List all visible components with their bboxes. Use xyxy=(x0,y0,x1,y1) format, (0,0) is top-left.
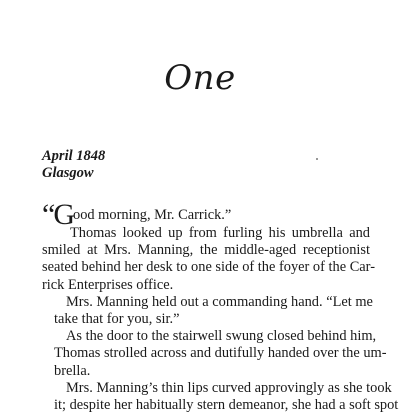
paragraph-line: Thomas looked up from furling his umbrella and xyxy=(70,225,370,241)
paragraph-1 xyxy=(42,198,375,294)
paragraph-2 xyxy=(42,293,373,328)
paragraph-line: seated behind her desk to one side of the foyer of the Car- xyxy=(42,259,375,276)
paragraph-line: Mrs. Manning’s thin lips curved approvingly as she took xyxy=(66,379,392,396)
paragraph-line: Mrs. Manning held out a commanding hand. “Let me xyxy=(66,293,373,310)
dateline-date: April 1848 xyxy=(42,148,106,164)
paragraph-line: brella. xyxy=(54,362,91,379)
page-speck xyxy=(316,158,318,160)
chapter-title: One xyxy=(164,58,236,98)
drop-cap-quote: “ xyxy=(42,198,55,231)
chapter-body xyxy=(42,198,399,414)
paragraph-line: As the door to the stairwell swung closed behind him, xyxy=(66,328,377,345)
paragraph-4 xyxy=(42,379,399,414)
drop-cap-letter: G xyxy=(53,198,74,231)
dateline xyxy=(42,148,105,182)
paragraph-line: take that for you, sir.” xyxy=(54,311,180,328)
paragraph-line: Thomas strolled across and dutifully handed over the um- xyxy=(54,345,387,362)
paragraph-3 xyxy=(42,328,387,380)
dateline-place: Glasgow xyxy=(42,165,94,181)
paragraph-line: smiled at Mrs. Manning, the middle-aged receptionist xyxy=(42,242,370,259)
paragraph-line xyxy=(42,198,370,231)
paragraph-line-text: ood morning, Mr. Carrick.” xyxy=(73,207,232,223)
paragraph-line: it; despite her habitually stern demeanor, she had a soft spot xyxy=(54,397,399,414)
paragraph-line: rick Enterprises office. xyxy=(42,276,174,293)
